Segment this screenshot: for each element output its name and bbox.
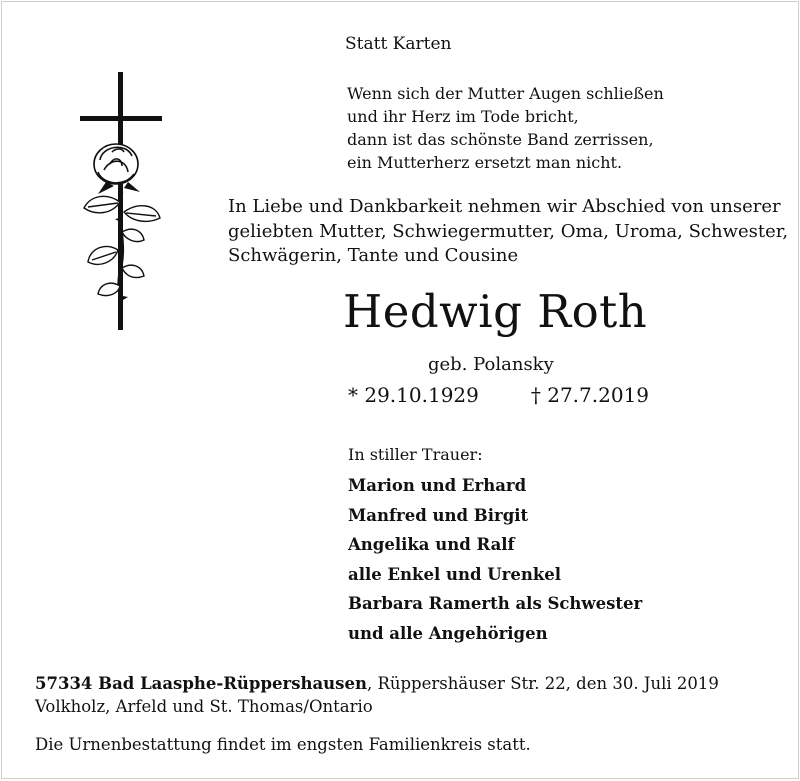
maiden-name: geb. Polansky xyxy=(428,354,554,375)
poem-line: und ihr Herz im Tode bricht, xyxy=(347,107,579,126)
poem-line: ein Mutterherz ersetzt man nicht. xyxy=(347,153,623,172)
statt-karten-note: Statt Karten xyxy=(345,34,452,54)
mourner-name: Angelika und Ralf xyxy=(348,535,515,555)
poem xyxy=(347,82,664,174)
intro-line: geliebten Mutter, Schwiegermutter, Oma, Uroma, Schwester, xyxy=(228,220,789,242)
burial-note: Die Urnenbestattung findet im engsten Familienkreis statt. xyxy=(35,735,531,754)
deceased-name: Hedwig Roth xyxy=(343,285,648,338)
poem-line: Wenn sich der Mutter Augen schließen xyxy=(347,84,664,103)
mourner-name: Marion und Erhard xyxy=(348,476,527,495)
poem-line: dann ist das schönste Band zerrissen, xyxy=(347,130,654,149)
mourning-heading: In stiller Trauer: xyxy=(348,445,483,464)
mourner-name: Barbara Ramerth als Schwester xyxy=(348,594,643,614)
mourner-name: Manfred und Birgit xyxy=(348,505,529,525)
life-dates xyxy=(348,383,649,407)
mourners-list xyxy=(348,471,642,649)
address-block xyxy=(35,672,719,718)
birth-date: * 29.10.1929 xyxy=(348,383,479,407)
address-locations: Volkholz, Arfeld und St. Thomas/Ontario xyxy=(35,697,373,716)
address-line xyxy=(35,672,719,695)
mourner-name: und alle Angehörigen xyxy=(348,623,548,643)
obituary-notice xyxy=(1,1,799,779)
death-date: † 27.7.2019 xyxy=(530,383,650,407)
address-street-date: , Rüppershäuser Str. 22, den 30. Juli 2019 xyxy=(366,674,719,693)
cross-with-rose-icon xyxy=(76,72,166,332)
address-place: 57334 Bad Laasphe-Rüppershausen xyxy=(35,674,367,693)
intro-line: Schwägerin, Tante und Cousine xyxy=(228,245,519,266)
farewell-intro xyxy=(228,195,788,269)
intro-line: In Liebe und Dankbarkeit nehmen wir Abschied von unserer xyxy=(228,196,781,217)
mourner-name: alle Enkel und Urenkel xyxy=(348,564,562,584)
